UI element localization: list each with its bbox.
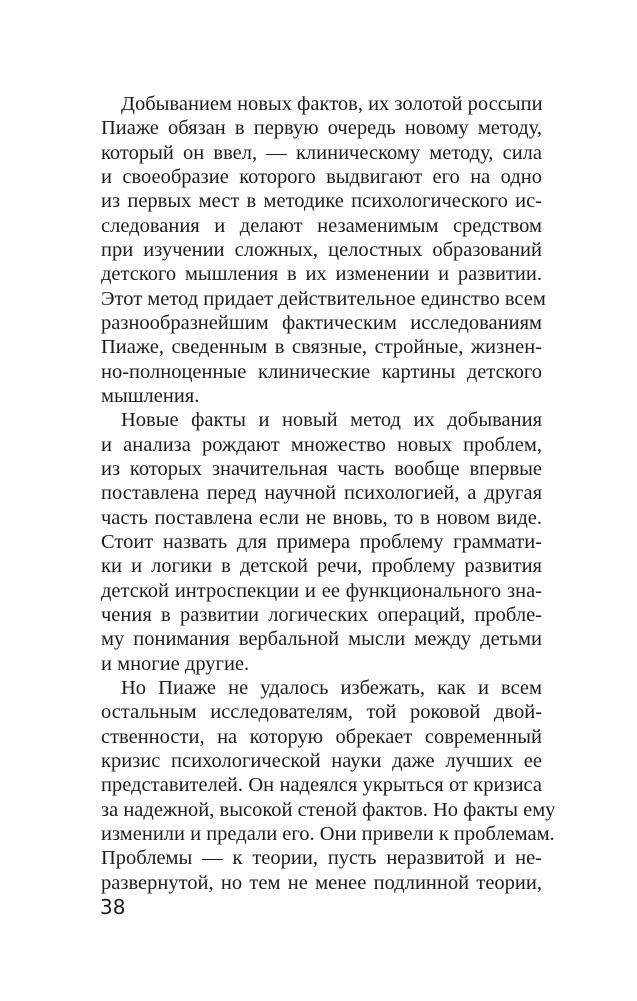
text-line: Новые факты и новый метод их добывания <box>121 409 542 432</box>
text-line: развернутой, но тем не менее подлинной теории, <box>101 871 542 894</box>
body-text <box>101 92 556 895</box>
text-line: следования и делают незаменимым средством <box>101 214 542 237</box>
text-line: Добыванием новых фактов, их золотой россыпи <box>121 93 543 115</box>
text-line: ственности, на которую обрекает современный <box>101 725 542 748</box>
text-line: но-полноценные клинические картины детского <box>101 360 542 383</box>
text-line: из которых значительная часть вообще впервые <box>101 457 542 480</box>
text-line: разнообразнейшим фактическим исследованиям <box>101 311 542 334</box>
text-line: и анализа рождают множество новых проблем, <box>101 433 542 456</box>
text-line: часть поставлена если не вновь, то в новом виде. <box>101 506 542 529</box>
paragraph <box>101 92 546 408</box>
text-line: чения в развитии логических операций, пробле- <box>101 603 542 626</box>
text-line: Но Пиаже не удалось избежать, как и всем <box>121 676 542 699</box>
text-line: Проблемы — к теории, пусть неразвитой и не- <box>101 847 542 870</box>
text-line: мышления. <box>101 384 200 407</box>
text-line: который он ввел, — клиническому методу, сила <box>101 141 542 164</box>
text-line: и своеобразие которого выдвигают его на одно <box>101 165 542 188</box>
text-line: Пиаже, сведенным в связные, стройные, жизнен- <box>101 336 542 359</box>
text-line: Пиаже обязан в первую очередь новому методу, <box>101 117 542 140</box>
paragraph <box>101 408 542 676</box>
text-line: за надежной, высокой стеной фактов. Но факты ему <box>101 798 556 821</box>
text-line: представителей. Он надеялся укрыться от кризиса <box>101 774 542 797</box>
paragraph <box>101 676 556 895</box>
text-line: поставлена перед научной психологией, а другая <box>101 482 542 505</box>
text-line: из первых мест в методике психологического ис- <box>101 190 542 213</box>
page-number: 38 <box>100 895 126 919</box>
text-line: му понимания вербальной мысли между детьми <box>101 628 542 651</box>
text-line: Этот метод придает действительное единство всем <box>101 287 546 310</box>
text-line: Стоит назвать для примера проблему граммати- <box>101 530 542 553</box>
text-line: детской интроспекции и ее функционального зна- <box>101 579 542 602</box>
text-line: детского мышления в их изменении и развитии. <box>101 263 542 286</box>
text-line: при изучении сложных, целостных образований <box>101 238 542 261</box>
text-line: изменили и предали его. Они привели к проблемам. <box>101 822 555 845</box>
text-line: кризис психологической науки даже лучших ее <box>101 749 542 772</box>
text-line: остальным исследователям, той роковой двой- <box>101 701 542 724</box>
text-line: и многие другие. <box>101 652 250 675</box>
text-line: ки и логики в детской речи, проблему развития <box>101 555 542 578</box>
